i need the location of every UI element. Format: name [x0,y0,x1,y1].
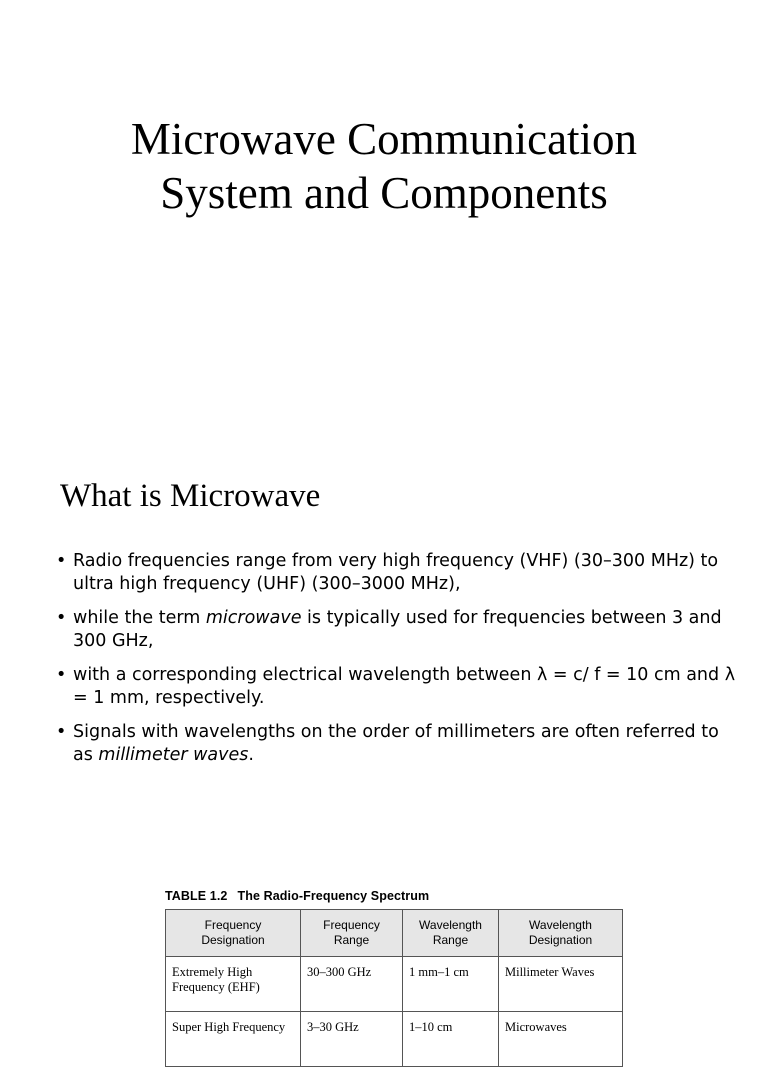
bullet-text: Signals with wavelengths on the order of millimeters are often referred to as [73,722,719,765]
table-row [166,1012,623,1067]
bullet-dot: • [56,608,67,628]
bullet-dot: • [56,665,67,685]
table-caption-title: The Radio-Frequency Spectrum [237,889,430,903]
bullet-emphasis: millimeter waves [98,745,249,765]
slide-title-line-2: System and Components [160,168,608,218]
table-caption-number: TABLE 1.2 [165,889,228,903]
column-header-frequency-range: Frequency Range [301,910,403,957]
table-header-row [166,910,623,957]
bullet-dot: • [56,722,67,742]
table-cell: 3–30 GHz [301,1012,403,1067]
table-cell: 30–300 GHz [301,957,403,1012]
column-header-frequency-designation: Frequency Designation [166,910,301,957]
table-cell: Millimeter Waves [499,957,623,1012]
bullet-item [56,550,736,596]
table-cell: Microwaves [499,1012,623,1067]
bullet-text: with a corresponding electrical wavelength between λ = c/ f = 10 cm and λ = 1 mm, respectively. [73,665,736,708]
table-cell: 1–10 cm [403,1012,499,1067]
column-header-wavelength-range: Wavelength Range [403,910,499,957]
slide-title-line-1: Microwave Communication [130,114,638,164]
bullet-dot: • [56,551,67,571]
bullet-text: while the term [73,608,206,628]
bullet-item [56,607,736,653]
bullet-item [56,664,736,710]
table-cell: Extremely High Frequency (EHF) [166,957,301,1012]
bullet-item [56,721,736,767]
table-row [166,957,623,1012]
slide-title [0,112,768,220]
bullet-emphasis: microwave [205,608,302,628]
table-cell: 1 mm–1 cm [403,957,499,1012]
table-caption [165,889,429,903]
radio-frequency-spectrum-table [165,909,623,1067]
column-header-wavelength-designation: Wavelength Designation [499,910,623,957]
bullet-text: . [248,745,254,765]
bullet-list [56,550,736,778]
table-cell: Super High Frequency [166,1012,301,1067]
bullet-text: Radio frequencies range from very high frequency (VHF) (30–300 MHz) to ultra high frequency (UHF) (300–3000 MHz), [73,551,719,594]
section-heading: What is Microwave [60,478,321,514]
bullet-text: is typically used for frequencies between 3 and 300 GHz, [73,608,722,651]
